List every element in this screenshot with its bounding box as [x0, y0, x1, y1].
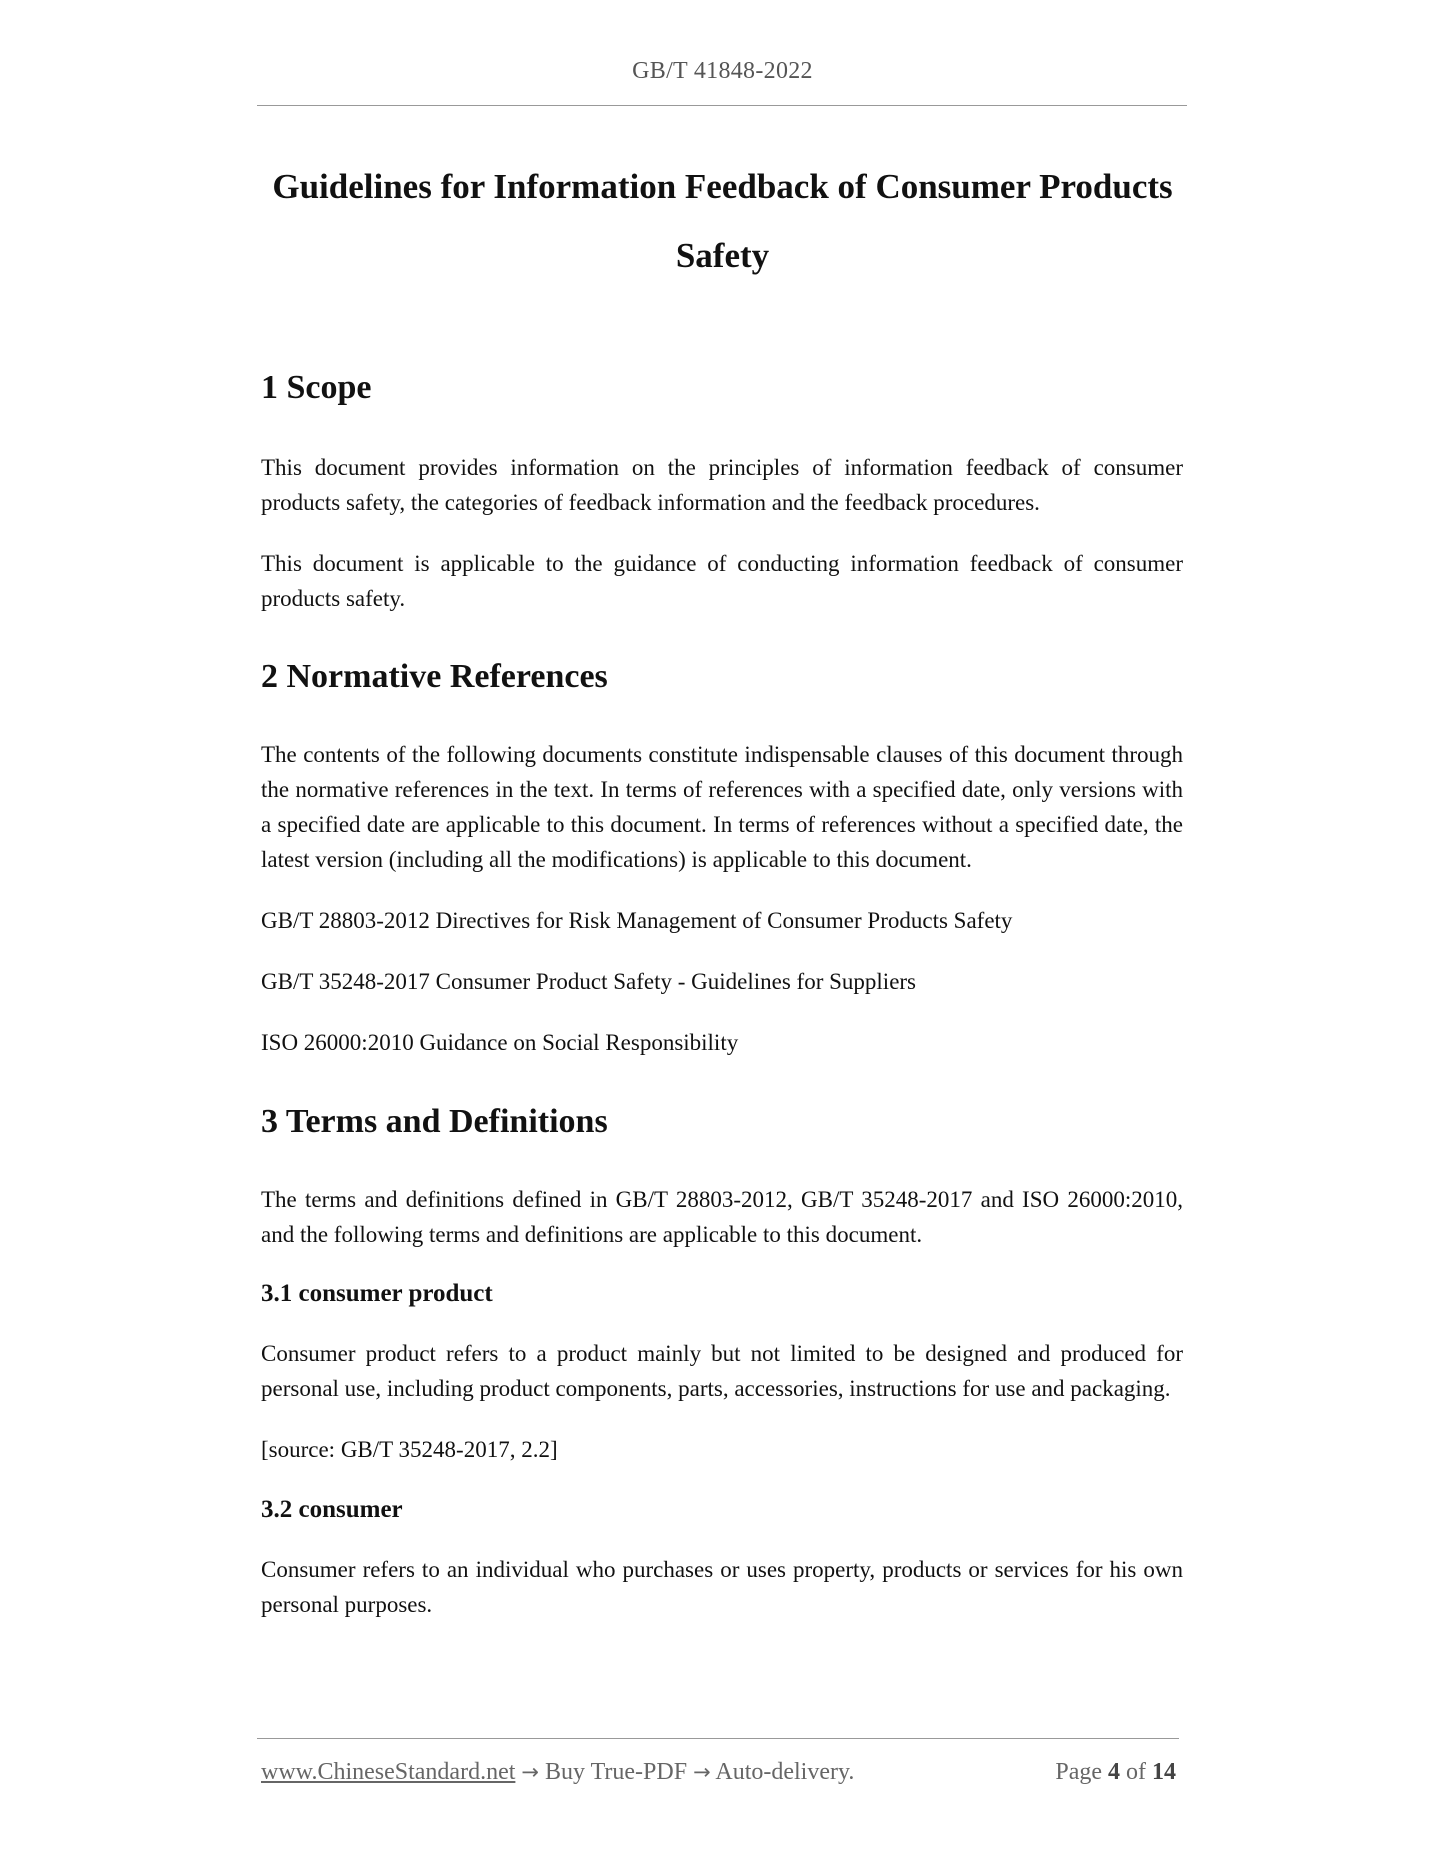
page-current: 4 [1108, 1759, 1120, 1785]
scope-paragraph-2: This document is applicable to the guidance of conducting information feedback of consumer products safety. [261, 551, 1183, 611]
page-total: 14 [1152, 1759, 1176, 1785]
header-standard-code: GB/T 41848-2022 [632, 58, 813, 84]
page-label: Page [1055, 1759, 1102, 1785]
footer-left [261, 1755, 854, 1789]
site-link[interactable]: www.ChineseStandard.net [261, 1759, 516, 1785]
terms-paragraph: The terms and definitions defined in GB/T 28803-2012, GB/T 35248-2017 and ISO 26000:2010, and the following terms and definitions are applicable to this document. [261, 1187, 1183, 1247]
buy-true-pdf-text: Buy True-PDF [545, 1759, 688, 1785]
auto-delivery-text: Auto-delivery. [715, 1759, 855, 1785]
reference-item: ISO 26000:2010 Guidance on Social Responsibility [261, 1030, 739, 1055]
scope-paragraph-1: This document provides information on the principles of information feedback of consumer products safety, the categories of feedback information and the feedback procedures. [261, 455, 1183, 515]
reference-item: GB/T 28803-2012 Directives for Risk Management of Consumer Products Safety [261, 908, 1013, 933]
arrow-right-icon: → [693, 1760, 711, 1784]
arrow-right-icon: → [521, 1760, 539, 1784]
term-heading-consumer: 3.2 consumer [261, 1496, 403, 1523]
reference-item: GB/T 35248-2017 Consumer Product Safety - Guidelines for Suppliers [261, 969, 917, 994]
page-of-label: of [1126, 1759, 1146, 1785]
normative-paragraph: The contents of the following documents constitute indispensable clauses of this document through the normative references in the text. In terms of references with a specified date, only versions with a specified date are applicable to this document. In terms of references without a specified date, the latest version (including all the modifications) is applicable to this document. [261, 742, 1183, 872]
document-title [250, 152, 1195, 290]
section-heading-normative-references: 2 Normative References [261, 658, 608, 695]
section-heading-scope: 1 Scope [261, 369, 372, 406]
term-source-consumer-product: [source: GB/T 35248-2017, 2.2] [261, 1437, 558, 1462]
document-body [261, 360, 1183, 1622]
term-heading-consumer-product: 3.1 consumer product [261, 1280, 493, 1307]
footer-divider [257, 1738, 1179, 1739]
header-divider [257, 105, 1187, 106]
term-body-consumer-product: Consumer product refers to a product mainly but not limited to be designed and produced for personal use, including product components, parts, accessories, instructions for use and packaging. [261, 1341, 1183, 1401]
document-title-line-2: Safety [675, 236, 770, 275]
page-number [1055, 1755, 1176, 1789]
term-body-consumer: Consumer refers to an individual who purchases or uses property, products or services for his own personal purposes. [261, 1557, 1183, 1617]
document-title-line-1: Guidelines for Information Feedback of Consumer Products [272, 167, 1173, 206]
section-heading-terms-definitions: 3 Terms and Definitions [261, 1103, 608, 1140]
